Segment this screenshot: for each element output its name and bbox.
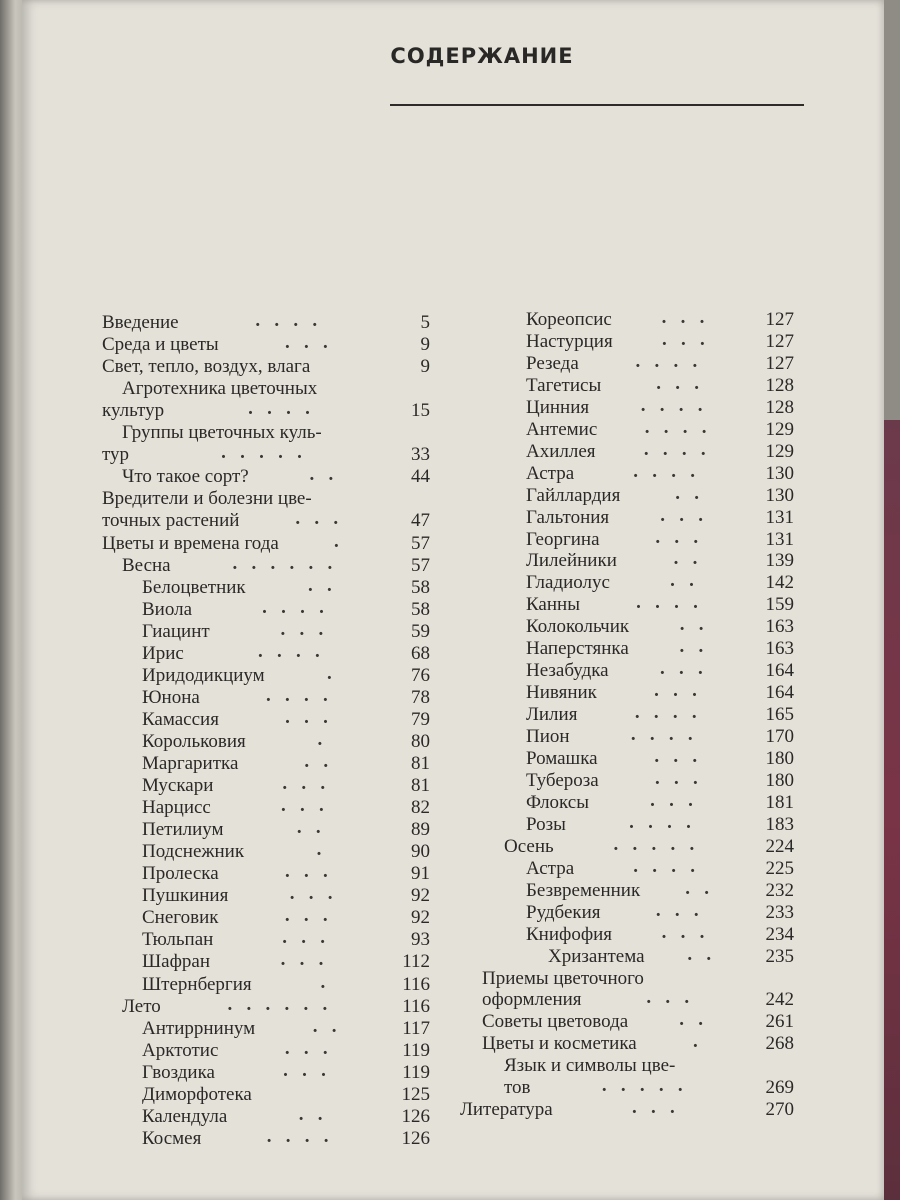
toc-entry-title: Диморфотека xyxy=(142,1083,252,1105)
toc-page-number: 9 xyxy=(420,356,430,378)
toc-page-number: 119 xyxy=(402,1039,430,1061)
toc-leader-dots: . . . xyxy=(631,1097,675,1119)
toc-entry xyxy=(526,789,794,814)
toc-entry-title: Гвоздика xyxy=(142,1061,215,1083)
toc-entry xyxy=(504,1077,794,1099)
toc-entry-title: культур xyxy=(102,400,165,422)
toc-leader-dots: . . xyxy=(304,751,329,772)
toc-entry-title: Шафран xyxy=(142,951,211,973)
toc-entry xyxy=(526,748,794,770)
toc-entry xyxy=(142,1059,430,1084)
toc-entry-title: Лето xyxy=(122,995,161,1017)
toc-entry-title: Космея xyxy=(142,1127,202,1149)
toc-leader-dots: . . . xyxy=(283,1059,326,1081)
toc-page-number: 159 xyxy=(765,594,794,616)
toc-entry xyxy=(122,993,430,1018)
toc-leader-dots: . . . xyxy=(280,618,324,640)
toc-entry-title: Приемы цветочного xyxy=(482,967,644,989)
toc-entry xyxy=(526,394,794,419)
toc-entry xyxy=(102,510,430,532)
toc-entry xyxy=(102,356,430,378)
toc-entry xyxy=(526,372,794,397)
toc-page-number: 15 xyxy=(411,400,430,422)
toc-page-number: 116 xyxy=(402,973,430,995)
toc-entry xyxy=(142,596,430,621)
toc-entry-title: Тагетисы xyxy=(526,374,602,396)
toc-entry xyxy=(526,482,794,507)
toc-entry-title: Снеговик xyxy=(142,907,219,929)
toc-entry-title: Резеда xyxy=(526,352,579,374)
toc-leader-dots: . . . . xyxy=(629,811,691,833)
toc-entry-title: Флоксы xyxy=(526,791,590,813)
toc-entry-title: Ахиллея xyxy=(526,440,596,462)
toc-entry-title: Пион xyxy=(526,726,570,748)
toc-entry-title: Пушкиния xyxy=(142,885,229,907)
toc-entry-title: Антиррнинум xyxy=(142,1017,256,1039)
toc-page-number: 81 xyxy=(411,753,430,774)
toc-leader-dots: . . . . xyxy=(266,684,328,706)
toc-entry xyxy=(142,753,430,775)
toc-leader-dots: . . . xyxy=(289,883,333,905)
toc-entry-title: Нарцисс xyxy=(142,797,211,819)
toc-leader-dots: . . . xyxy=(281,795,324,817)
toc-entry xyxy=(526,767,794,792)
toc-entry-title: Кореопсис xyxy=(526,309,612,330)
toc-leader-dots: . . xyxy=(673,548,698,570)
toc-leader-dots: . . xyxy=(679,614,704,636)
toc-entry-title: Вредители и болезни цве- xyxy=(102,488,312,510)
toc-leader-dots: . . . . xyxy=(633,460,695,482)
toc-leader-dots: . . . xyxy=(650,789,693,811)
toc-leader-dots: . xyxy=(316,839,322,861)
toc-leader-dots: . . . xyxy=(654,746,698,767)
toc-entry-title: точных растений xyxy=(102,510,240,532)
toc-entry-title: Лилейники xyxy=(526,550,617,572)
toc-entry-title: Виола xyxy=(142,598,193,620)
toc-leader-dots: . . . xyxy=(284,1037,328,1059)
toc-page-number: 81 xyxy=(411,775,430,797)
toc-entry-title: Гальтония xyxy=(526,506,610,528)
toc-entry-title: Подснежник xyxy=(142,841,245,863)
toc-entry xyxy=(526,460,794,485)
toc-entry-title: Корольковия xyxy=(142,730,246,752)
toc-entry xyxy=(526,638,794,660)
toc-page-number: 58 xyxy=(411,576,430,598)
toc-page-number: 90 xyxy=(411,841,430,863)
toc-entry xyxy=(526,855,794,880)
toc-leader-dots: . . . xyxy=(284,332,328,354)
toc-entry-title: Белоцветник xyxy=(142,576,246,598)
toc-leader-dots: . . xyxy=(298,1103,323,1125)
toc-page-number: 128 xyxy=(765,396,794,418)
toc-page-number: 57 xyxy=(411,554,430,576)
toc-leader-dots: . . . . xyxy=(262,596,324,618)
toc-entry-title: Пролеска xyxy=(142,863,219,885)
toc-leader-dots: . . xyxy=(679,636,704,658)
title-underline xyxy=(390,104,804,106)
toc-page-number: 224 xyxy=(765,835,794,857)
toc-entry-title: Цветы и времена года xyxy=(102,532,279,554)
toc-page-number: 163 xyxy=(765,616,794,638)
toc-page-number: 181 xyxy=(765,791,794,813)
toc-leader-dots: . . . xyxy=(295,508,339,530)
toc-entry xyxy=(142,841,430,863)
toc-entry xyxy=(122,466,430,488)
toc-entry-title: Цинния xyxy=(526,396,590,418)
toc-entry xyxy=(102,530,430,555)
toc-leader-dots: . . . xyxy=(646,987,690,1009)
toc-entry-title: Агротехника цветочных xyxy=(122,378,318,400)
toc-entry xyxy=(142,662,430,687)
toc-leader-dots: . . xyxy=(670,570,694,592)
toc-page-number: 78 xyxy=(411,686,430,708)
toc-page-number: 130 xyxy=(765,484,794,506)
toc-leader-dots: . . xyxy=(296,817,321,839)
toc-entry xyxy=(526,616,794,638)
toc-leader-dots: . . . xyxy=(654,767,698,789)
toc-page-number: 82 xyxy=(411,797,430,819)
toc-entry xyxy=(102,400,430,422)
toc-leader-dots: . . . . xyxy=(633,855,695,877)
toc-leader-dots: . xyxy=(317,728,323,750)
toc-page-number: 129 xyxy=(765,440,794,462)
toc-entry-title: тур xyxy=(102,444,130,466)
toc-entry xyxy=(142,684,430,709)
toc-entry xyxy=(102,334,430,356)
toc-entry xyxy=(460,1099,794,1121)
toc-entry-title: Астра xyxy=(526,857,575,879)
toc-leader-dots: . . . . xyxy=(636,592,698,614)
toc-page-number: 234 xyxy=(765,923,794,945)
toc-entry-title: Колокольчик xyxy=(526,616,630,638)
toc-entry xyxy=(142,1084,430,1106)
toc-leader-dots: . xyxy=(320,971,326,993)
toc-leader-dots: . . . xyxy=(656,372,699,394)
toc-entry xyxy=(526,921,794,946)
toc-entry-title: Среда и цветы xyxy=(102,334,219,356)
book-page xyxy=(22,0,884,1200)
toc-leader-dots: . . xyxy=(309,464,334,486)
toc-leader-dots: . . . . xyxy=(266,1125,329,1147)
toc-page-number: 79 xyxy=(411,708,430,730)
toc-entry-title: Георгина xyxy=(526,528,600,550)
toc-leader-dots: . . . . xyxy=(635,350,698,372)
toc-page-number: 44 xyxy=(411,466,430,488)
toc-entry-title: Группы цветочных куль- xyxy=(122,422,322,444)
toc-entry-title: Ромашка xyxy=(526,748,598,769)
toc-page-number: 130 xyxy=(765,462,794,484)
toc-page-number: 165 xyxy=(765,704,794,726)
toc-entry xyxy=(142,863,430,885)
toc-entry xyxy=(142,574,430,599)
toc-leader-dots: . . . . . . xyxy=(232,552,333,574)
toc-entry xyxy=(526,594,794,616)
toc-entry xyxy=(526,526,794,551)
toc-page-number: 180 xyxy=(765,769,794,791)
toc-entry xyxy=(142,797,430,819)
toc-leader-dots: . . . xyxy=(661,328,705,350)
toc-entry xyxy=(142,1103,430,1128)
toc-entry-title: Рудбекия xyxy=(526,901,601,923)
toc-page-number: 180 xyxy=(765,748,794,769)
toc-entry xyxy=(122,552,430,577)
toc-page-number: 163 xyxy=(765,638,794,660)
toc-entry-title: Астра xyxy=(526,462,575,484)
toc-entry xyxy=(526,572,794,594)
toc-entry-title: Литература xyxy=(460,1099,553,1121)
toc-page-number: 80 xyxy=(411,730,430,752)
toc-leader-dots: . . xyxy=(307,574,332,596)
toc-entry xyxy=(142,728,430,753)
toc-entry-title: Советы цветовода xyxy=(482,1011,629,1033)
toc-page-number: 261 xyxy=(765,1011,794,1033)
toc-page-number: 127 xyxy=(765,330,794,352)
toc-entry-title: тов xyxy=(504,1077,531,1099)
toc-page-number: 57 xyxy=(411,532,430,554)
toc-leader-dots: . . . . . xyxy=(221,442,302,464)
toc-page-number: 129 xyxy=(765,418,794,440)
toc-entry xyxy=(526,328,794,353)
toc-page-number: 232 xyxy=(765,879,794,901)
toc-entry-title: Цветы и косметика xyxy=(482,1033,637,1055)
toc-page-number: 233 xyxy=(765,901,794,923)
book-cover-edge xyxy=(882,420,900,1200)
toc-entry-title: Гиацинт xyxy=(142,620,210,642)
toc-entry xyxy=(526,682,794,704)
toc-entry xyxy=(102,444,430,466)
toc-leader-dots: . . . . xyxy=(644,416,707,438)
toc-entry-title: Юнона xyxy=(142,686,200,708)
toc-leader-dots: . . . xyxy=(282,773,326,795)
toc-leader-dots: . . xyxy=(312,1015,337,1037)
toc-page-number: 164 xyxy=(765,660,794,682)
toc-entry xyxy=(526,550,794,572)
toc-page-number: 128 xyxy=(765,374,794,396)
toc-entry xyxy=(142,775,430,797)
toc-page-number: 127 xyxy=(765,309,794,330)
toc-leader-dots: . . . . xyxy=(640,394,703,416)
toc-entry xyxy=(142,1125,430,1150)
toc-page-number: 127 xyxy=(765,352,794,374)
toc-page-number: 126 xyxy=(401,1127,430,1149)
toc-leader-dots: . . . . xyxy=(634,702,697,724)
toc-page-number: 117 xyxy=(402,1017,430,1039)
toc-page-number: 142 xyxy=(765,572,794,594)
toc-page-number: 59 xyxy=(411,620,430,642)
toc-page-number: 93 xyxy=(411,929,430,951)
toc-leader-dots: . . xyxy=(687,943,712,965)
toc-page-number: 268 xyxy=(765,1033,794,1055)
toc-page-number: 269 xyxy=(765,1077,794,1099)
toc-leader-dots: . . . . xyxy=(258,640,320,662)
toc-entry-title: Осень xyxy=(504,835,554,857)
toc-page-number: 183 xyxy=(765,813,794,835)
toc-leader-dots: . . xyxy=(685,877,709,899)
toc-entry xyxy=(102,312,430,334)
toc-page-number: 126 xyxy=(401,1105,430,1127)
toc-leader-dots: . . . xyxy=(284,861,328,883)
toc-page-number: 47 xyxy=(411,510,430,532)
toc-leader-dots: . xyxy=(334,530,339,552)
toc-entry-title: Антемис xyxy=(526,418,598,440)
toc-entry-title: оформления xyxy=(482,989,582,1011)
toc-page-number: 112 xyxy=(402,951,430,973)
toc-leader-dots: . . . . xyxy=(643,438,706,460)
toc-entry-title: Камассия xyxy=(142,708,219,730)
toc-page-number: 89 xyxy=(411,819,430,841)
toc-entry-title: Иридодикциум xyxy=(142,664,265,686)
toc-entry-title: Тубероза xyxy=(526,769,599,791)
toc-page-number: 170 xyxy=(765,726,794,748)
toc-page-number: 76 xyxy=(411,664,430,686)
toc-leader-dots: . xyxy=(326,662,332,684)
toc-entry-title: Лилия xyxy=(526,704,578,726)
toc-entry-title: Что такое сорт? xyxy=(122,466,249,488)
toc-entry-title: Настурция xyxy=(526,330,613,352)
toc-leader-dots: . . . . xyxy=(255,310,318,331)
toc-entry-title: Нивяник xyxy=(526,682,597,704)
toc-page-number: 9 xyxy=(420,334,430,356)
toc-page-number: 242 xyxy=(765,989,794,1011)
toc-entry-title: Арктотис xyxy=(142,1039,219,1061)
toc-entry xyxy=(482,1033,794,1055)
toc-entry xyxy=(548,943,794,968)
toc-entry-title: Свет, тепло, воздух, влага xyxy=(102,356,311,378)
toc-entry xyxy=(504,833,794,858)
toc-leader-dots: . . . xyxy=(654,680,697,702)
toc-page-number: 164 xyxy=(765,682,794,704)
toc-entry-title: Наперстянка xyxy=(526,638,629,660)
toc-entry xyxy=(526,416,794,441)
toc-entry xyxy=(482,989,794,1011)
toc-page-number: 131 xyxy=(765,506,794,528)
toc-entry xyxy=(526,350,794,375)
toc-page-number: 92 xyxy=(411,907,430,929)
toc-entry-title: Календула xyxy=(142,1105,228,1127)
toc-entry-title: Гладиолус xyxy=(526,572,610,594)
toc-leader-dots: . . . . xyxy=(248,398,310,420)
toc-entry xyxy=(142,885,430,907)
toc-page-number: 139 xyxy=(765,550,794,572)
toc-leader-dots: . . . xyxy=(280,949,324,971)
toc-entry xyxy=(482,968,794,990)
toc-entry xyxy=(142,907,430,929)
toc-page-number: 270 xyxy=(765,1099,794,1121)
toc-leader-dots: . . . xyxy=(660,504,703,526)
page-title: СОДЕРЖАНИЕ xyxy=(390,44,574,68)
toc-entry xyxy=(142,971,430,996)
toc-page-number: 125 xyxy=(401,1083,430,1105)
toc-entry xyxy=(122,422,430,444)
toc-entry-title: Книфофия xyxy=(526,923,613,945)
toc-entry-title: Гайллардия xyxy=(526,484,621,506)
toc-entry-title: Петилиум xyxy=(142,819,224,841)
toc-page-number: 68 xyxy=(411,642,430,664)
toc-page-number: 116 xyxy=(402,995,430,1017)
toc-entry xyxy=(526,877,794,902)
toc-entry-title: Канны xyxy=(526,594,580,616)
toc-entry-title: Хризантема xyxy=(548,945,645,967)
toc-leader-dots: . . . xyxy=(282,927,326,949)
toc-leader-dots: . . . xyxy=(655,526,699,548)
toc-entry xyxy=(142,1015,430,1040)
toc-entry-title: Тюльпан xyxy=(142,929,214,951)
toc-entry xyxy=(142,640,430,665)
toc-entry xyxy=(142,618,430,643)
toc-leader-dots: . . . . . xyxy=(613,833,695,855)
toc-page-number: 33 xyxy=(411,444,430,466)
toc-entry xyxy=(142,951,430,973)
toc-entry xyxy=(102,488,430,510)
toc-leader-dots: . . . . . xyxy=(601,1075,683,1097)
toc-entry-title: Весна xyxy=(122,554,171,576)
toc-leader-dots: . . . . . . xyxy=(227,993,328,1015)
toc-entry xyxy=(526,899,794,924)
toc-entry-title: Штернбергия xyxy=(142,973,252,995)
toc-entry xyxy=(482,1011,794,1033)
toc-entry-title: Маргаритка xyxy=(142,753,239,774)
toc-entry xyxy=(142,819,430,841)
toc-entry-title: Язык и символы цве- xyxy=(504,1055,676,1077)
toc-entry xyxy=(526,726,794,748)
toc-page-number: 119 xyxy=(402,1061,430,1083)
toc-leader-dots: . . xyxy=(679,1009,703,1031)
toc-leader-dots: . . . xyxy=(659,658,703,680)
toc-entry-title: Безвременник xyxy=(526,879,641,901)
toc-leader-dots: . . . xyxy=(655,899,699,921)
toc-page-number: 5 xyxy=(420,312,430,333)
toc-leader-dots: . xyxy=(692,1031,698,1053)
toc-entry xyxy=(526,811,794,836)
toc-entry xyxy=(526,704,794,726)
toc-leader-dots: . . . xyxy=(661,307,705,328)
toc-entry xyxy=(526,660,794,682)
toc-entry xyxy=(122,378,430,400)
toc-entry-title: Ирис xyxy=(142,642,184,664)
toc-entry xyxy=(142,706,430,731)
toc-entry-title: Розы xyxy=(526,813,566,835)
toc-entry-title: Незабудка xyxy=(526,660,609,682)
toc-entry xyxy=(526,438,794,463)
toc-entry xyxy=(142,1037,430,1062)
toc-leader-dots: . . . . xyxy=(630,724,693,746)
toc-entry xyxy=(526,309,794,331)
toc-page-number: 235 xyxy=(765,945,794,967)
toc-entry xyxy=(504,1055,794,1077)
toc-page-number: 225 xyxy=(765,857,794,879)
toc-leader-dots: . . . xyxy=(661,921,705,943)
toc-page-number: 92 xyxy=(411,885,430,907)
toc-entry xyxy=(526,504,794,529)
toc-entry xyxy=(142,929,430,951)
toc-leader-dots: . . . xyxy=(284,905,328,927)
toc-leader-dots: . . . xyxy=(285,706,328,728)
toc-entry-title: Мускари xyxy=(142,775,214,797)
toc-leader-dots: . . xyxy=(675,482,700,504)
toc-page-number: 131 xyxy=(765,528,794,550)
toc-entry-title: Введение xyxy=(102,312,179,333)
toc-page-number: 91 xyxy=(411,863,430,885)
toc-page-number: 58 xyxy=(411,598,430,620)
